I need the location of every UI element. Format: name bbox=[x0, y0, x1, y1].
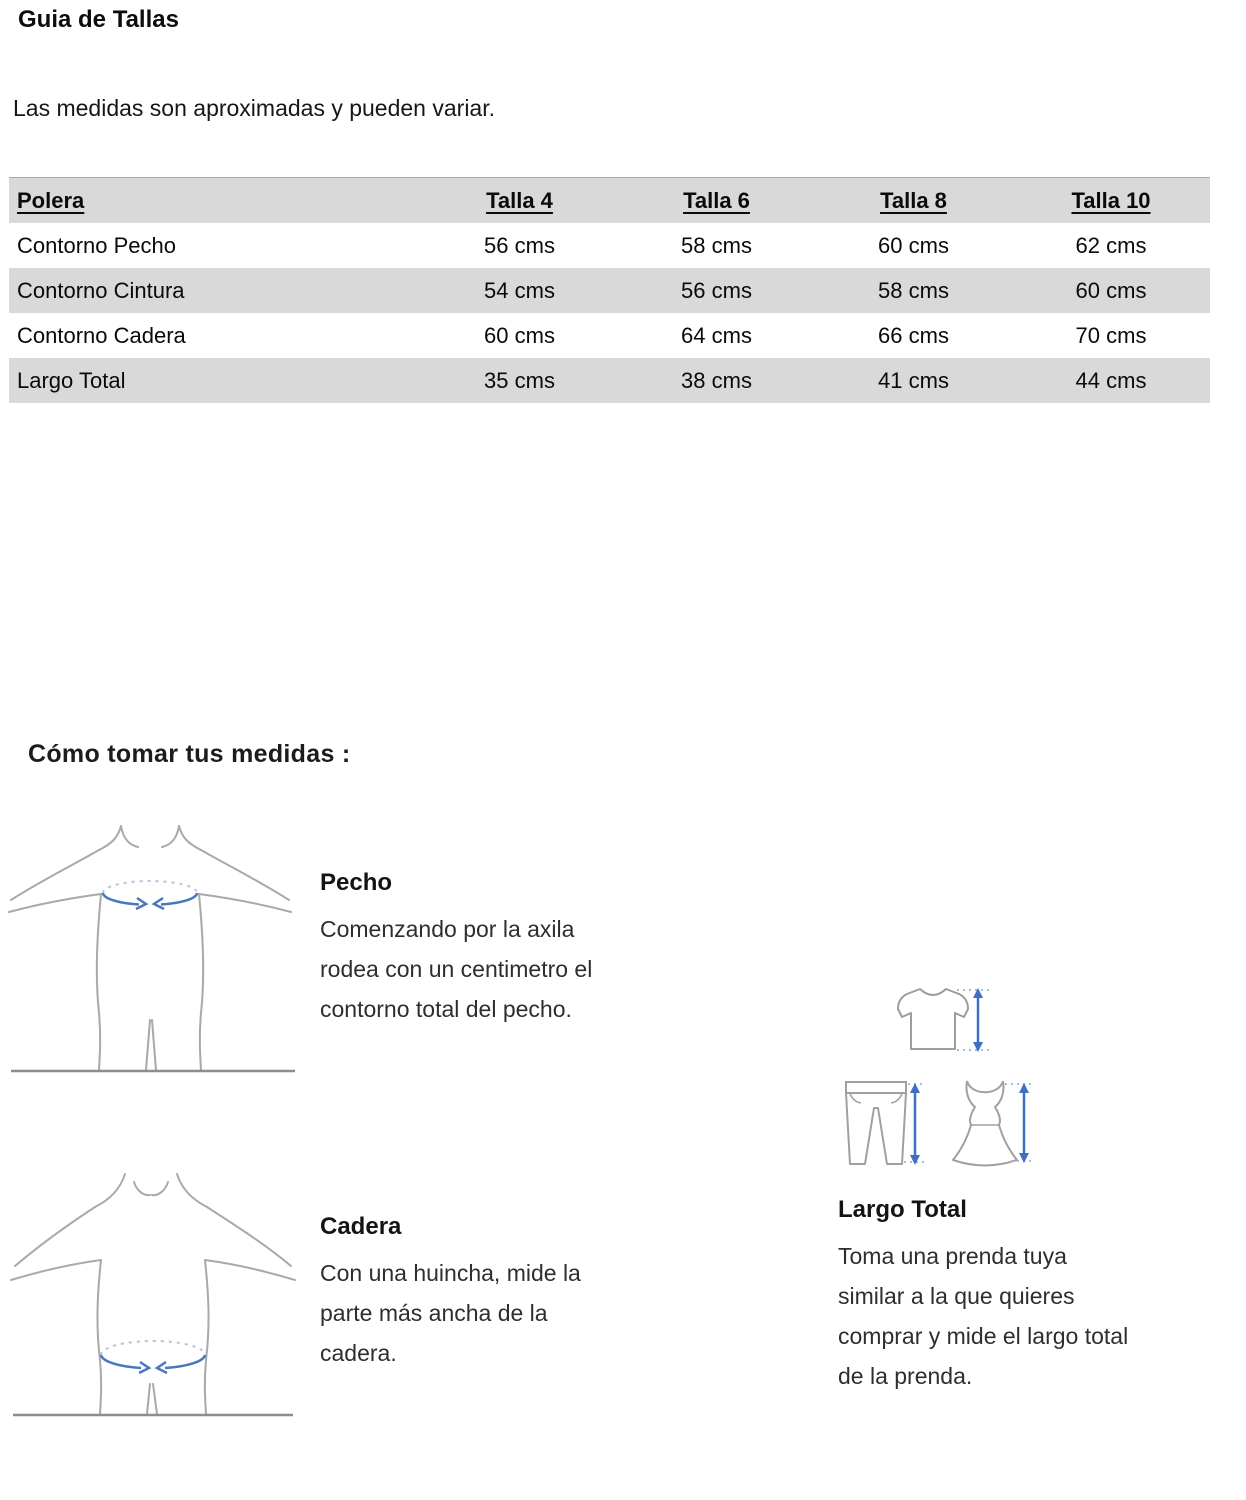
largo-line: similar a la que quieres bbox=[838, 1283, 1075, 1309]
pecho-line: Comenzando por la axila bbox=[320, 916, 575, 942]
page-title: Guia de Tallas bbox=[18, 6, 179, 33]
cell: 41 cms bbox=[878, 367, 949, 393]
row-label: Largo Total bbox=[17, 367, 126, 393]
chest-measure-ellipse-icon bbox=[103, 881, 197, 909]
cell: 70 cms bbox=[1075, 322, 1147, 348]
cell: 66 cms bbox=[878, 322, 949, 348]
table-row bbox=[9, 358, 1210, 403]
cadera-instructions bbox=[320, 1213, 581, 1373]
col-header-talla4: Talla 4 bbox=[486, 187, 553, 213]
cell: 60 cms bbox=[1075, 277, 1147, 303]
cell: 56 cms bbox=[681, 277, 752, 303]
table-header-row bbox=[9, 178, 1210, 224]
cell: 58 cms bbox=[681, 232, 752, 258]
row-label: Contorno Cadera bbox=[17, 322, 186, 348]
row-label: Contorno Cintura bbox=[17, 277, 185, 303]
largo-line: de la prenda. bbox=[838, 1363, 973, 1389]
pecho-line: rodea con un centimetro el bbox=[320, 956, 593, 982]
row-label: Contorno Pecho bbox=[17, 232, 176, 258]
table-row bbox=[9, 313, 1210, 358]
cell: 60 cms bbox=[878, 232, 949, 258]
cell: 54 cms bbox=[484, 277, 555, 303]
cell: 64 cms bbox=[681, 322, 752, 348]
table-row bbox=[9, 268, 1210, 313]
col-header-talla6: Talla 6 bbox=[683, 187, 750, 213]
cadera-line: cadera. bbox=[320, 1340, 397, 1366]
body-outline-hip-icon bbox=[3, 1172, 303, 1422]
cell: 44 cms bbox=[1075, 367, 1147, 393]
largo-total-title: Largo Total bbox=[838, 1196, 967, 1223]
cell: 56 cms bbox=[484, 232, 555, 258]
cell: 38 cms bbox=[681, 367, 752, 393]
cadera-title: Cadera bbox=[320, 1213, 402, 1240]
col-header-talla10: Talla 10 bbox=[1071, 187, 1151, 213]
hip-measure-figure bbox=[3, 1172, 303, 1422]
cell: 58 cms bbox=[878, 277, 949, 303]
largo-line: comprar y mide el largo total bbox=[838, 1323, 1129, 1349]
pecho-instructions bbox=[320, 869, 592, 1029]
pants-length-icon bbox=[839, 1077, 925, 1169]
tshirt-length-icon bbox=[890, 983, 992, 1057]
cadera-line: Con una huincha, mide la bbox=[320, 1260, 581, 1286]
section-heading: Cómo tomar tus medidas : bbox=[28, 740, 351, 768]
dress-length-icon bbox=[943, 1077, 1033, 1167]
cell: 62 cms bbox=[1075, 232, 1147, 258]
cell: 35 cms bbox=[484, 367, 555, 393]
largo-line: Toma una prenda tuya bbox=[838, 1243, 1067, 1269]
table-row bbox=[9, 223, 1210, 268]
pecho-line: contorno total del pecho. bbox=[320, 996, 572, 1022]
cell: 60 cms bbox=[484, 322, 555, 348]
chest-measure-figure bbox=[3, 808, 303, 1074]
body-outline-chest-icon bbox=[3, 808, 303, 1074]
page-subtitle: Las medidas son aproximadas y pueden variar. bbox=[13, 95, 496, 121]
hip-measure-ellipse-icon bbox=[101, 1341, 205, 1373]
col-header-polera: Polera bbox=[17, 187, 85, 213]
size-table bbox=[9, 177, 1210, 403]
col-header-talla8: Talla 8 bbox=[880, 187, 947, 213]
pecho-title: Pecho bbox=[320, 869, 393, 896]
largo-total-instructions bbox=[838, 1196, 1128, 1396]
cadera-line: parte más ancha de la bbox=[320, 1300, 548, 1326]
